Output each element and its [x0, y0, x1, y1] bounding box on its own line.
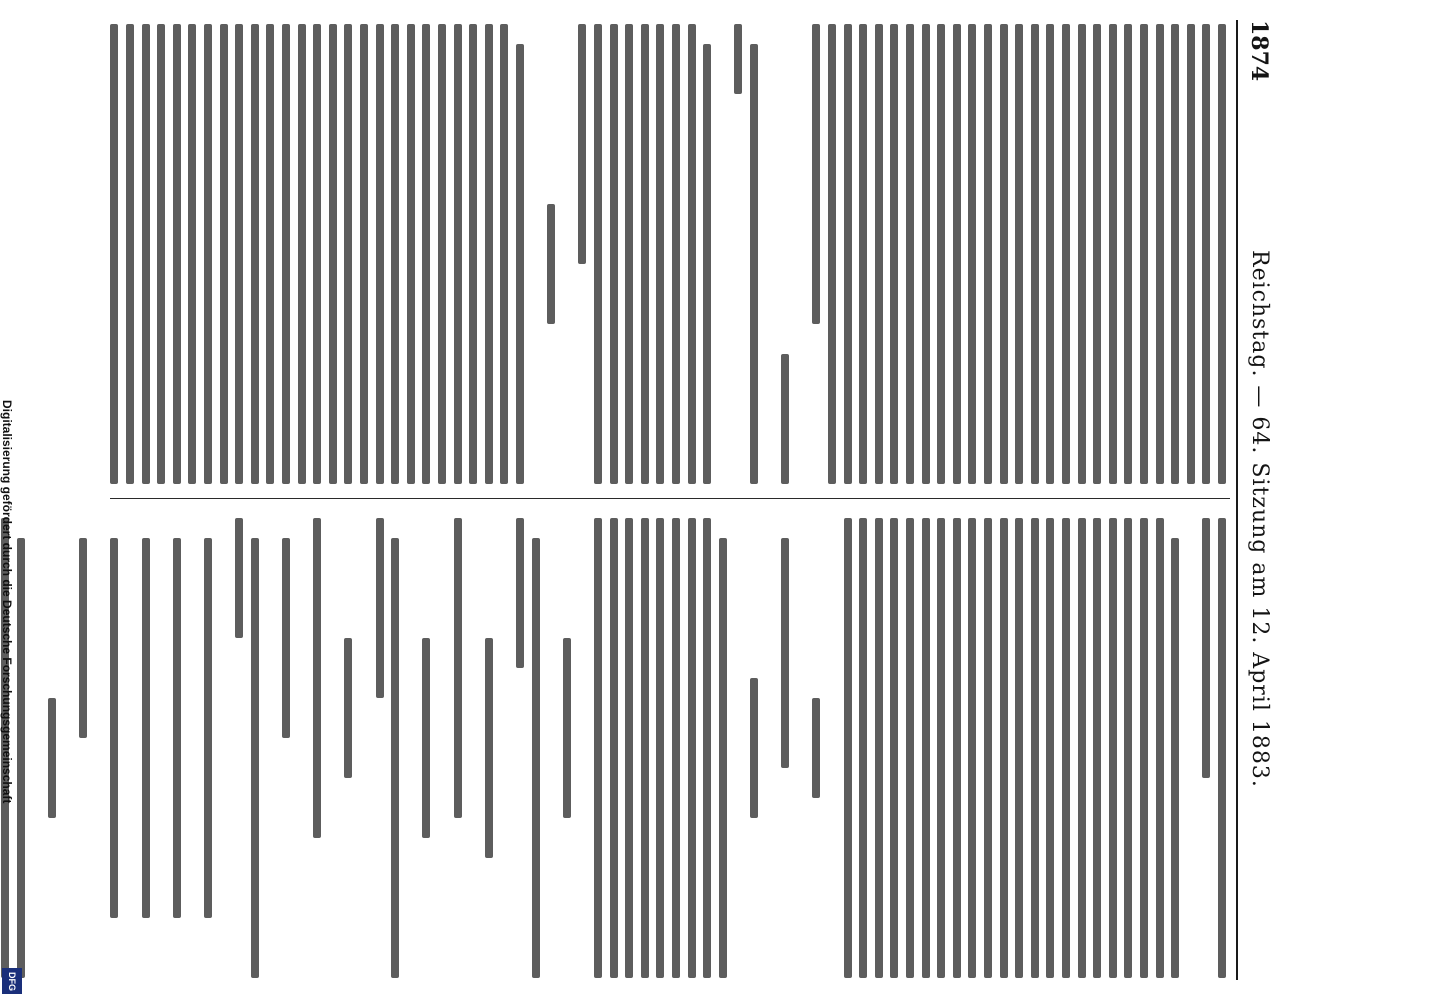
text-line-placeholder — [656, 518, 664, 978]
text-line-placeholder — [313, 518, 321, 838]
text-line-placeholder — [469, 24, 477, 484]
text-line-placeholder — [422, 638, 430, 838]
text-line-placeholder — [1000, 518, 1008, 978]
text-line-placeholder — [672, 24, 680, 484]
text-line-placeholder — [1046, 24, 1054, 484]
text-line-placeholder — [1140, 24, 1148, 484]
text-line-placeholder — [1124, 24, 1132, 484]
text-line-placeholder — [968, 24, 976, 484]
text-line-placeholder — [750, 44, 758, 484]
text-line-placeholder — [1031, 24, 1039, 484]
text-line-placeholder — [1156, 518, 1164, 978]
text-line-placeholder — [251, 24, 259, 484]
text-line-placeholder — [485, 638, 493, 858]
text-line-placeholder — [1093, 518, 1101, 978]
text-line-placeholder — [1218, 518, 1226, 978]
text-line-placeholder — [516, 44, 524, 484]
text-line-placeholder — [1202, 518, 1210, 778]
text-line-placeholder — [953, 24, 961, 484]
text-line-placeholder — [1171, 538, 1179, 978]
text-line-placeholder — [828, 24, 836, 484]
text-line-placeholder — [703, 518, 711, 978]
text-line-placeholder — [79, 538, 87, 738]
text-line-placeholder — [1156, 24, 1164, 484]
page-header — [1240, 20, 1280, 980]
text-line-placeholder — [142, 538, 150, 918]
text-line-placeholder — [110, 24, 118, 484]
text-line-placeholder — [173, 538, 181, 918]
text-line-placeholder — [1015, 24, 1023, 484]
text-line-placeholder — [781, 538, 789, 768]
text-line-placeholder — [1015, 518, 1023, 978]
text-line-placeholder — [688, 518, 696, 978]
digitization-footer — [0, 0, 30, 1000]
text-line-placeholder — [204, 538, 212, 918]
text-line-placeholder — [1218, 24, 1226, 484]
text-line-placeholder — [126, 24, 134, 484]
text-line-placeholder — [235, 518, 243, 638]
text-line-placeholder — [266, 24, 274, 484]
header-rule — [1236, 20, 1238, 980]
text-line-placeholder — [844, 24, 852, 484]
page-number: 1874 — [1246, 20, 1272, 82]
text-line-placeholder — [984, 24, 992, 484]
text-line-placeholder — [610, 24, 618, 484]
text-line-placeholder — [984, 518, 992, 978]
text-line-placeholder — [968, 518, 976, 978]
text-line-placeholder — [1124, 518, 1132, 978]
dfg-logo: DFG — [2, 968, 22, 994]
text-line-placeholder — [922, 24, 930, 484]
text-line-placeholder — [454, 24, 462, 484]
text-line-placeholder — [875, 24, 883, 484]
text-line-placeholder — [282, 24, 290, 484]
text-line-placeholder — [142, 24, 150, 484]
text-line-placeholder — [1078, 24, 1086, 484]
text-line-placeholder — [594, 24, 602, 484]
text-line-placeholder — [656, 24, 664, 484]
text-line-placeholder — [235, 24, 243, 484]
text-line-placeholder — [906, 24, 914, 484]
text-line-placeholder — [641, 24, 649, 484]
text-line-placeholder — [859, 24, 867, 484]
text-line-placeholder — [344, 24, 352, 484]
text-line-placeholder — [1187, 24, 1195, 484]
text-line-placeholder — [812, 698, 820, 798]
text-line-placeholder — [110, 538, 118, 918]
text-line-placeholder — [641, 518, 649, 978]
text-line-placeholder — [937, 518, 945, 978]
text-line-placeholder — [1202, 24, 1210, 484]
page-header-title: Reichstag. — 64. Sitzung am 12. April 1883. — [1247, 250, 1272, 788]
text-line-placeholder — [500, 24, 508, 484]
text-line-placeholder — [1031, 518, 1039, 978]
text-line-placeholder — [1109, 24, 1117, 484]
text-line-placeholder — [890, 518, 898, 978]
text-line-placeholder — [204, 24, 212, 484]
text-line-placeholder — [360, 24, 368, 484]
text-line-placeholder — [422, 24, 430, 484]
text-line-placeholder — [532, 538, 540, 978]
text-column-right — [86, 518, 1226, 978]
text-line-placeholder — [282, 538, 290, 738]
text-line-placeholder — [890, 24, 898, 484]
text-line-placeholder — [750, 678, 758, 818]
text-line-placeholder — [1171, 24, 1179, 484]
text-line-placeholder — [953, 518, 961, 978]
text-line-placeholder — [1140, 518, 1148, 978]
text-line-placeholder — [578, 24, 586, 264]
text-line-placeholder — [672, 518, 680, 978]
text-line-placeholder — [703, 44, 711, 484]
text-line-placeholder — [781, 354, 789, 484]
text-line-placeholder — [313, 24, 321, 484]
column-divider — [110, 498, 1230, 499]
text-line-placeholder — [625, 24, 633, 484]
text-line-placeholder — [812, 24, 820, 324]
text-line-placeholder — [859, 518, 867, 978]
text-line-placeholder — [1062, 24, 1070, 484]
text-line-placeholder — [922, 518, 930, 978]
text-line-placeholder — [563, 638, 571, 818]
text-line-placeholder — [516, 518, 524, 668]
text-line-placeholder — [610, 518, 618, 978]
text-line-placeholder — [844, 518, 852, 978]
text-line-placeholder — [594, 518, 602, 978]
text-line-placeholder — [937, 24, 945, 484]
text-line-placeholder — [407, 24, 415, 484]
text-line-placeholder — [1093, 24, 1101, 484]
text-line-placeholder — [875, 518, 883, 978]
text-line-placeholder — [1062, 518, 1070, 978]
text-line-placeholder — [454, 518, 462, 818]
text-line-placeholder — [1000, 24, 1008, 484]
text-line-placeholder — [391, 538, 399, 978]
text-line-placeholder — [251, 538, 259, 978]
text-line-placeholder — [157, 24, 165, 484]
text-line-placeholder — [188, 24, 196, 484]
text-line-placeholder — [719, 538, 727, 978]
text-line-placeholder — [344, 638, 352, 778]
text-line-placeholder — [220, 24, 228, 484]
text-line-placeholder — [1109, 518, 1117, 978]
text-line-placeholder — [376, 518, 384, 698]
text-line-placeholder — [298, 24, 306, 484]
text-line-placeholder — [329, 24, 337, 484]
text-line-placeholder — [173, 24, 181, 484]
text-line-placeholder — [547, 204, 555, 324]
text-line-placeholder — [1078, 518, 1086, 978]
text-line-placeholder — [438, 24, 446, 484]
text-line-placeholder — [906, 518, 914, 978]
digitization-credit: Digitalisierung gefördert durch die Deutsche Forschungsgemeinschaft — [0, 400, 14, 804]
text-line-placeholder — [485, 24, 493, 484]
text-line-placeholder — [734, 24, 742, 94]
text-column-left — [86, 24, 1226, 484]
text-line-placeholder — [688, 24, 696, 484]
text-line-placeholder — [1046, 518, 1054, 978]
text-line-placeholder — [48, 698, 56, 818]
text-line-placeholder — [376, 24, 384, 484]
text-line-placeholder — [391, 24, 399, 484]
text-line-placeholder — [625, 518, 633, 978]
